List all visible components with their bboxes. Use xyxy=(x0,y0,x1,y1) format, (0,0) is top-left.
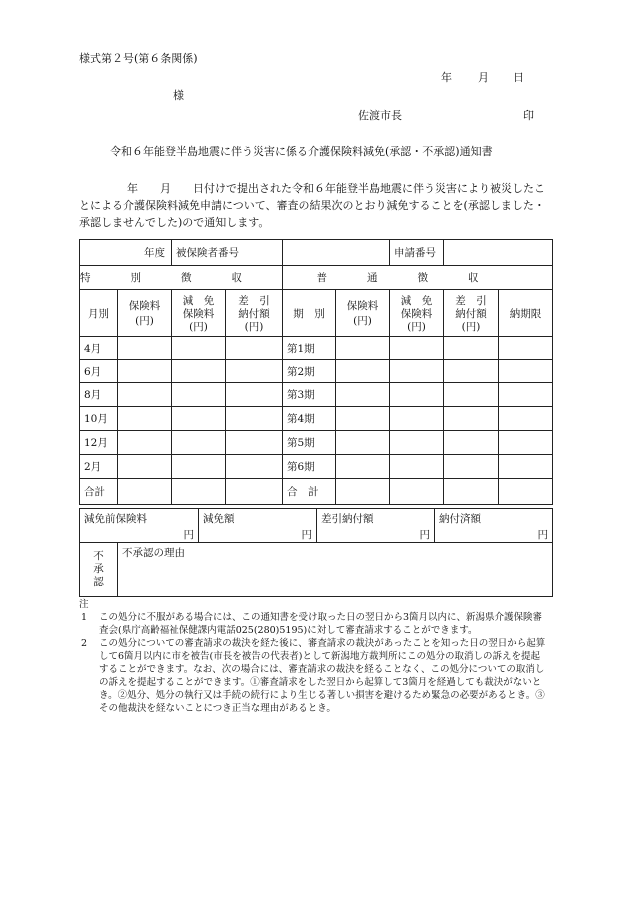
ordinary-collection-header: 普通徴収 xyxy=(283,266,553,290)
total-ordinary-label: 合 計 xyxy=(283,479,336,505)
col-reduced-special: 減 免 保険料 (円) xyxy=(172,290,226,337)
note-item: 1 この処分に不服がある場合には、この通知書を受け取った日の翌日から3箇月以内に、新潟県介護保険審査会(県庁高齢福祉保健課内電話025(280)5195)に対して審査請求することができます。 xyxy=(81,612,543,636)
insured-number-label: 被保険者番号 xyxy=(172,240,283,266)
period-cell: 第6期 xyxy=(283,455,336,479)
document-title: 令和６年能登半島地震に伴う災害に係る介護保険料減免(承認・不承認)通知書 xyxy=(110,145,493,158)
application-number-label: 申請番号 xyxy=(390,240,444,266)
period-cell: 第2期 xyxy=(283,360,336,383)
fiscal-year-label: 年度 xyxy=(80,240,172,266)
col-diff-ordinary: 差 引 納付額 (円) xyxy=(444,290,499,337)
month-cell: 10月 xyxy=(80,407,118,431)
intro-year-month: 年 月 xyxy=(127,182,171,195)
col-premium-special: 保険料 (円) xyxy=(118,290,172,337)
seal-mark: 印 xyxy=(523,109,534,122)
table-row xyxy=(80,337,553,360)
before-premium-cell: 減免前保険料 円 xyxy=(80,509,199,543)
date-day: 日 xyxy=(513,71,524,84)
notes-heading: 注 xyxy=(79,599,89,610)
special-collection-header: 特別徴収 xyxy=(80,266,283,290)
col-diff-special: 差 引 納付額 (円) xyxy=(226,290,283,337)
issuer: 佐渡市長 xyxy=(358,109,402,122)
intro-text: 日付けで提出された令和６年能登半島地震に伴う災害により被災したことによる介護保険料減免申請について、審査の結果次のとおり減免することを(承認しました・承認しませんでした)ので通知します。 xyxy=(79,182,545,229)
month-cell: 4月 xyxy=(80,337,118,360)
table-row xyxy=(80,431,553,455)
col-due-date: 納期限 xyxy=(499,290,553,337)
notes xyxy=(79,598,549,715)
month-cell: 12月 xyxy=(80,431,118,455)
date-month: 月 xyxy=(478,71,489,84)
difference-amount-cell: 差引納付額 円 xyxy=(317,509,435,543)
intro-paragraph xyxy=(79,180,554,231)
reject-reason-cell: 不承認の理由 xyxy=(118,543,553,597)
application-number-value xyxy=(444,240,553,266)
note-item: 2 この処分についての審査請求の裁決を経た後に、審査請求の裁決があったことを知った日の翌日から起算して6箇月以内に市を被告(市長を被告の代表者)として新潟地方裁判所にこの処分の取消しの訴えを提起することができます。なお、次の場合には、審査請求の裁決を経ることなく、この処分についての取消しの訴えを提起することができます。①審査請求をした翌日から起算して3箇月を経過しても裁決がないとき。②処分、処分の執行又は手続の続行により生じる著しい損害を避けるため緊急の必要があるとき。③その他裁決を経ないことにつき正当な理由があるとき。 xyxy=(81,638,546,714)
col-month: 月別 xyxy=(80,290,118,337)
month-cell: 2月 xyxy=(80,455,118,479)
premium-table xyxy=(79,239,553,505)
date-year: 年 xyxy=(441,71,452,84)
paid-amount-cell: 納付済額 円 xyxy=(435,509,553,543)
col-premium-ordinary: 保険料 (円) xyxy=(336,290,390,337)
reject-label: 不 承 認 xyxy=(80,543,118,597)
total-special-label: 合計 xyxy=(80,479,118,505)
period-cell: 第5期 xyxy=(283,431,336,455)
table-row xyxy=(80,407,553,431)
summary-table xyxy=(79,508,553,597)
addressee-suffix: 様 xyxy=(173,89,184,102)
reduction-amount-cell: 減免額 円 xyxy=(199,509,317,543)
period-cell: 第3期 xyxy=(283,383,336,407)
table-row xyxy=(80,360,553,383)
period-cell: 第1期 xyxy=(283,337,336,360)
total-row xyxy=(80,479,553,505)
month-cell: 8月 xyxy=(80,383,118,407)
insured-number-value xyxy=(283,240,390,266)
form-number: 様式第２号(第６条関係) xyxy=(79,52,198,65)
col-period: 期 別 xyxy=(283,290,336,337)
table-row xyxy=(80,383,553,407)
period-cell: 第4期 xyxy=(283,407,336,431)
col-reduced-ordinary: 減 免 保険料 (円) xyxy=(390,290,444,337)
table-row xyxy=(80,455,553,479)
month-cell: 6月 xyxy=(80,360,118,383)
